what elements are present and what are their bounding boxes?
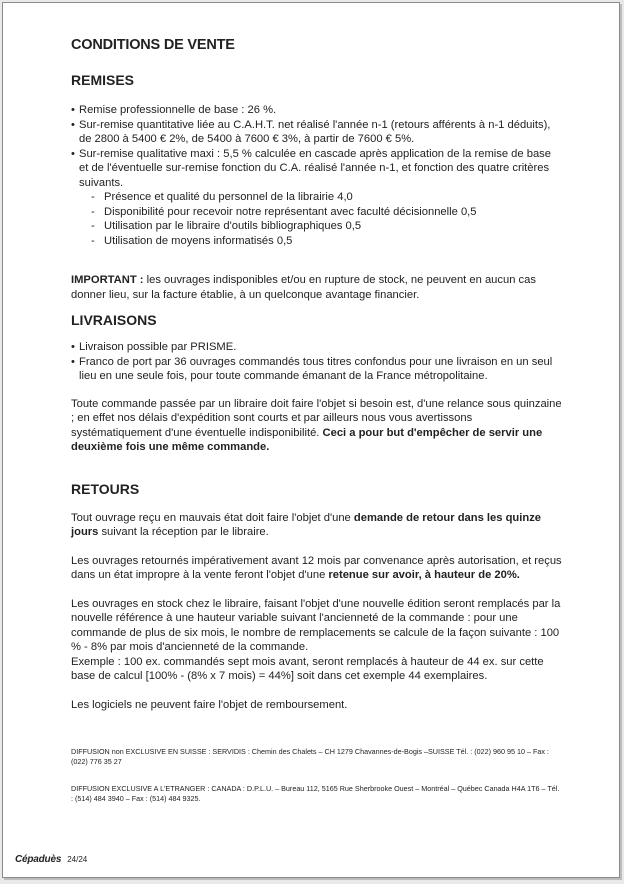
livraisons-list: [71, 340, 563, 384]
logiciels-note: Les logiciels ne peuvent faire l'objet de remboursement.: [71, 698, 348, 711]
remises-list: [71, 103, 563, 190]
diffusion-suisse: DIFFUSION non EXCLUSIVE EN SUISSE : SERVIDIS : Chemin des Chalets – CH 1279 Chavannes-de-Bogis –SUISSE Tél. : (022) 960 95 10 – Fax : (022) 776 35 27: [71, 747, 549, 766]
relance-bold: Ceci a pour but d'empêcher de servir une deuxième fois une même commande.: [71, 426, 543, 453]
publisher-logo: Cépaduès: [15, 854, 62, 865]
section-heading-retours: RETOURS: [71, 480, 140, 497]
important-text: les ouvrages indisponibles et/ou en rupture de stock, ne peuvent en aucun cas donner lieu, sur la facture établie, à un quelconque avantage financier.: [71, 274, 536, 301]
page-number: 24/24: [67, 855, 88, 864]
page-footer: [15, 854, 87, 865]
retour-bold: demande de retour dans les quinze jours: [71, 511, 542, 538]
retour-text: Les ouvrages retournés impérativement avant 12 mois par convenance après autorisation, et reçus dans un état impropre à la vente feront l'objet d'une: [71, 554, 562, 581]
criterion-item: - Disponibilité pour recevoir notre représentant avec faculté décisionnelle 0,5: [91, 205, 563, 220]
retour-mauvais-etat: [71, 511, 563, 540]
document-page: [2, 2, 620, 878]
exemple-calcul: Exemple : 100 ex. commandés sept mois avant, seront remplacés à hauteur de 44 ex. sur cette base de calcul [100% - (8% x 7 mois) = 44%] soit dans cet exemple 44 exemplaires.: [71, 655, 544, 682]
page-title: CONDITIONS DE VENTE: [71, 37, 235, 53]
section-heading-remises: REMISES: [71, 72, 135, 88]
livraison-franco: • Franco de port par 36 ouvrages commandés tous titres confondus pour une livraison en un seul lieu en une seule fois, pour toute commande émanant de la France métropolitaine.: [71, 355, 563, 384]
criteria-list: [91, 190, 563, 248]
important-label: IMPORTANT :: [71, 274, 144, 286]
nouvelle-edition: Les ouvrages en stock chez le libraire, faisant l'objet d'une nouvelle édition seront remplacés par la nouvelle référence à une hauteur variable suivant l'ancienneté de la commande : pour une commande de plus de six mois, le nombre de remplacements se calcule de la façon suivante : 100 % - 8% par mois d'ancienneté de la commande.: [71, 597, 561, 653]
relance-paragraph: [71, 397, 563, 455]
page-content: [71, 37, 563, 803]
remise-base: • Remise professionnelle de base : 26 %.: [71, 103, 563, 118]
criterion-item: - Utilisation par le libraire d'outils bibliographiques 0,5: [91, 219, 563, 234]
criterion-item: - Présence et qualité du personnel de la librairie 4,0: [91, 190, 563, 205]
criterion-item: - Utilisation de moyens informatisés 0,5: [91, 234, 563, 249]
retour-text: suivant la réception par le libraire.: [98, 526, 269, 538]
retour-text: Tout ouvrage reçu en mauvais état doit faire l'objet d'une: [71, 511, 354, 524]
section-heading-livraisons: LIVRAISONS: [71, 312, 157, 328]
important-note: [71, 273, 563, 302]
remise-quantitative: • Sur-remise quantitative liée au C.A.H.T. net réalisé l'année n-1 (retours afférents à n-1 déduits), de 2800 à 5400 € 2%, de 5400 à 7600 € 3%, à partir de 7600 € 5%.: [71, 118, 563, 147]
livraison-prisme: • Livraison possible par PRISME.: [71, 340, 563, 355]
diffusion-etranger: DIFFUSION EXCLUSIVE A L'ETRANGER : CANADA : D.P.L.U. – Bureau 112, 5165 Rue Sherbrooke Ouest – Montréal – Québec Canada H4A 1T6 – Tél. : (514) 484 3940 – Fax : (514) 484 9325.: [71, 784, 560, 803]
relance-text: Toute commande passée par un libraire doit faire l'objet si besoin est, d'une relance sous quinzaine ; en effet nos délais d'expédition sont courts et par ailleurs nous vous avertissons systématiquement d'une éventuelle indisponibilité.: [71, 397, 562, 439]
retour-convenance: [71, 554, 563, 583]
remise-qualitative: • Sur-remise qualitative maxi : 5,5 % calculée en cascade après application de la remise de base et de l'éventuelle sur-remise fonction du C.A. réalisé l'année n-1, et fonction des quatre critères suivants.: [71, 147, 563, 191]
retour-bold: retenue sur avoir, à hauteur de 20%.: [328, 569, 520, 581]
